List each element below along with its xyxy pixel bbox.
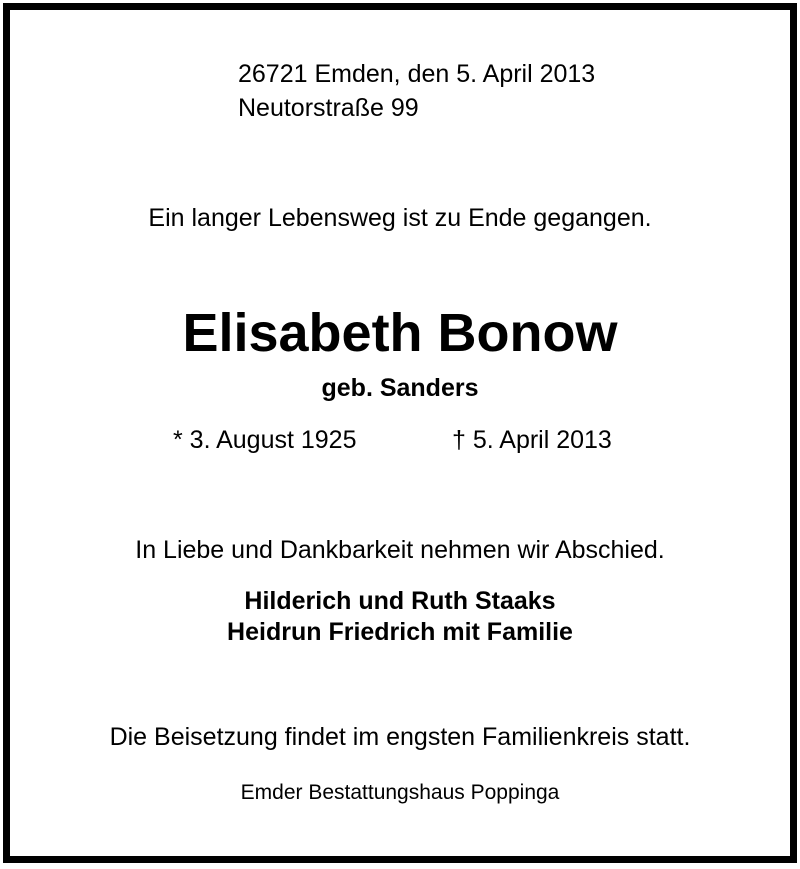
death-date: † 5. April 2013 — [452, 426, 612, 454]
mourner-line: Hilderich und Ruth Staaks — [244, 587, 556, 615]
address-line-street: Neutorstraße 99 — [238, 94, 419, 122]
birth-date: * 3. August 1925 — [173, 426, 357, 454]
farewell-text: In Liebe und Dankbarkeit nehmen wir Abschied. — [135, 536, 665, 564]
deceased-name: Elisabeth Bonow — [182, 303, 618, 363]
funeral-home: Emder Bestattungshaus Poppinga — [240, 781, 560, 804]
mourner-line: Heidrun Friedrich mit Familie — [227, 618, 573, 646]
intro-text: Ein langer Lebensweg ist zu Ende gegangen. — [148, 204, 652, 232]
burial-note: Die Beisetzung findet im engsten Familienkreis statt. — [109, 723, 691, 751]
birth-name: geb. Sanders — [321, 374, 479, 402]
address-line-city-date: 26721 Emden, den 5. April 2013 — [238, 60, 596, 88]
